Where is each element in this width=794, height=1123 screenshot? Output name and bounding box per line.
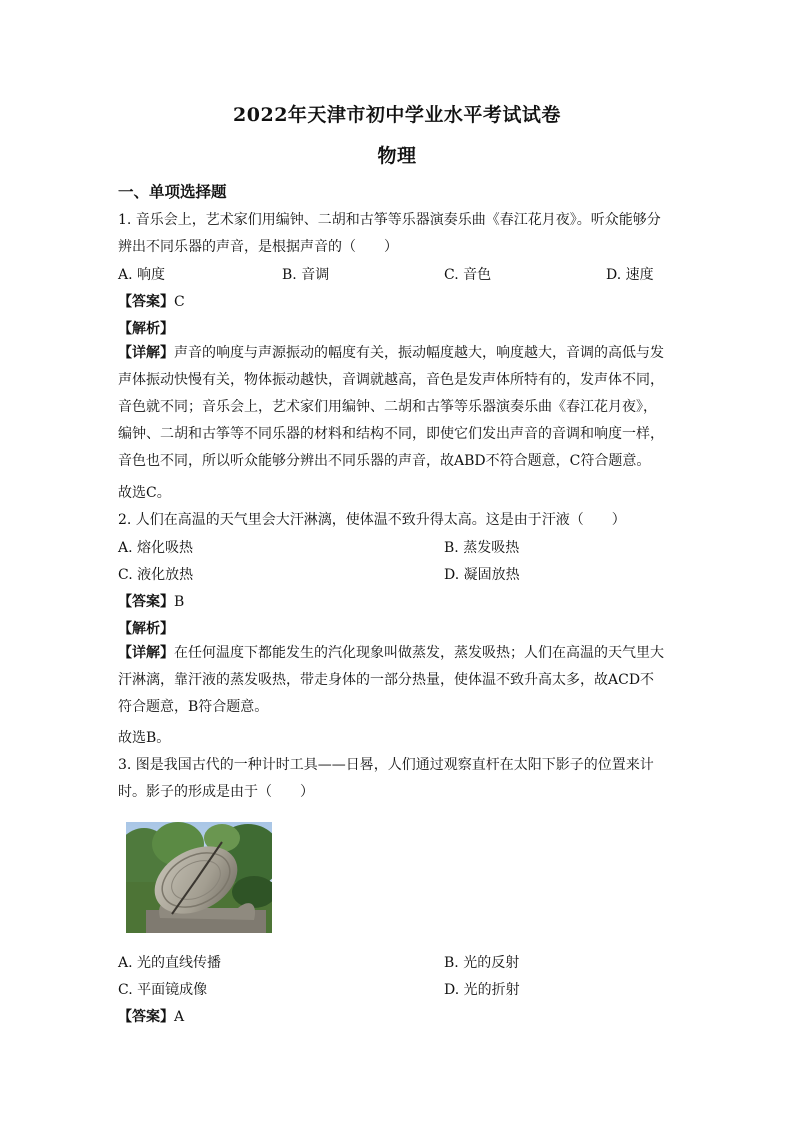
q2-option-a: A. 熔化吸热 xyxy=(118,540,194,556)
q3-option-d: D. 光的折射 xyxy=(444,982,520,998)
q1-detail-tag: 【详解】 xyxy=(118,345,174,361)
q3-option-c: C. 平面镜成像 xyxy=(118,982,208,998)
q1-answer xyxy=(118,291,185,311)
subject-title: 物理 xyxy=(377,145,417,167)
q2-answer-tag: 【答案】 xyxy=(118,594,174,610)
q3-stem-line-2: 时。影子的形成是由于（ ） xyxy=(118,784,314,800)
q3-answer-value: A xyxy=(174,1009,185,1025)
q2-detail-tag: 【详解】 xyxy=(118,645,174,661)
q2-option-c: C. 液化放热 xyxy=(118,567,194,583)
q1-detail-text: 声音的响度与声源振动的幅度有关，振动幅度越大，响度越大，音调的高低与发声体振动快慢有关，物体振动越快，音调就越高，音色是发声体所特有的，发声体不同，音色就不同；音乐会上，艺术家们用编钟、二胡和古筝等乐器演奏乐曲《春江花月夜》，编钟、二胡和古筝等不同乐器的材料和结构不同，即使它们发出声音的音调和响度一样，音色也不同，所以听众能够分辨出不同乐器的声音，故ABD不符合题意，C符合题意。 xyxy=(118,345,664,469)
q1-stem-line-1: 1. 音乐会上，艺术家们用编钟、二胡和古筝等乐器演奏乐曲《春江花月夜》。听众能够分 xyxy=(118,212,661,228)
q1-option-c: C. 音色 xyxy=(444,267,492,283)
q1-stem-line-2: 辨出不同乐器的声音，是根据声音的（ ） xyxy=(118,239,398,255)
q3-answer xyxy=(118,1006,184,1026)
q1-option-a: A. 响度 xyxy=(118,267,166,283)
q2-conclusion: 故选B。 xyxy=(118,730,171,746)
q3-stem-line-1: 3. 图是我国古代的一种计时工具——日晷，人们通过观察直杆在太阳下影子的位置来计 xyxy=(118,757,654,773)
q2-stem: 2. 人们在高温的天气里会大汗淋漓，使体温不致升得太高。这是由于汗液（ ） xyxy=(118,512,626,528)
q1-answer-value: C xyxy=(174,294,185,310)
q2-answer xyxy=(118,591,184,611)
q1-analysis-tag: 【解析】 xyxy=(118,321,174,337)
q2-option-b: B. 蒸发吸热 xyxy=(444,540,520,556)
q2-detail-text: 在任何温度下都能发生的汽化现象叫做蒸发，蒸发吸热；人们在高温的天气里大汗淋漓，靠汗液的蒸发吸热，带走身体的一部分热量，使体温不致升高太多，故ACD不符合题意，B符合题意。 xyxy=(118,645,664,715)
q2-analysis-tag: 【解析】 xyxy=(118,621,174,637)
q1-answer-tag: 【答案】 xyxy=(118,294,174,310)
section-heading: 一、单项选择题 xyxy=(118,182,227,201)
q2-answer-value: B xyxy=(174,594,185,610)
exam-title: 2022年天津市初中学业水平考试试卷 xyxy=(233,104,561,126)
q1-conclusion: 故选C。 xyxy=(118,485,171,501)
q2-detail xyxy=(118,640,666,721)
q2-option-d: D. 凝固放热 xyxy=(444,567,520,583)
q1-option-d: D. 速度 xyxy=(606,267,654,283)
q3-answer-tag: 【答案】 xyxy=(118,1009,174,1025)
q1-detail xyxy=(118,340,666,475)
q3-option-a: A. 光的直线传播 xyxy=(118,955,222,971)
q1-option-b: B. 音调 xyxy=(282,267,330,283)
sundial-photo xyxy=(126,822,272,933)
q3-option-b: B. 光的反射 xyxy=(444,955,520,971)
